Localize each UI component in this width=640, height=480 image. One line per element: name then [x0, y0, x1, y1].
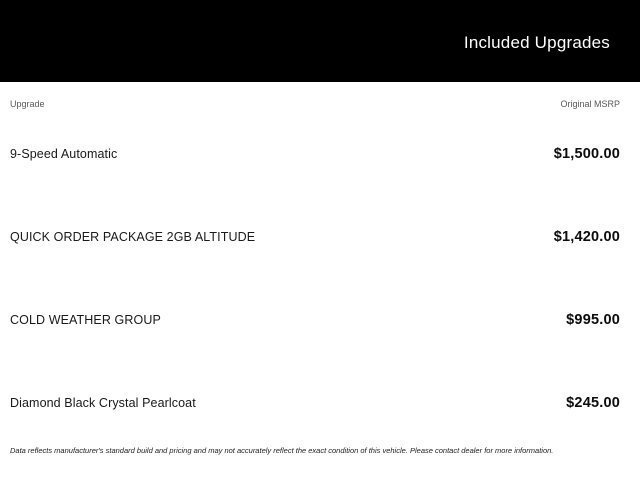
upgrade-name: Diamond Black Crystal Pearlcoat: [10, 395, 196, 410]
upgrade-price: $245.00: [566, 394, 620, 411]
column-header-upgrade: Upgrade: [10, 99, 45, 109]
upgrade-name: COLD WEATHER GROUP: [10, 312, 161, 327]
header-band: [0, 0, 640, 82]
disclaimer-text: Data reflects manufacturer's standard build and pricing and may not accurately reflect the exact condition of this vehicle. Please contact dealer for more information.: [10, 446, 554, 455]
table-row: [0, 361, 640, 444]
upgrades-table: [0, 112, 640, 444]
upgrade-price: $1,420.00: [553, 228, 620, 245]
upgrade-price: $1,500.00: [553, 145, 620, 162]
table-row: [0, 195, 640, 278]
upgrade-name: QUICK ORDER PACKAGE 2GB ALTITUDE: [10, 229, 256, 244]
table-row: [0, 278, 640, 361]
upgrade-name: 9-Speed Automatic: [10, 146, 118, 161]
upgrade-price: $995.00: [566, 311, 620, 328]
table-row: [0, 112, 640, 195]
page-title: Included Upgrades: [463, 32, 610, 52]
column-header-msrp: Original MSRP: [560, 99, 620, 109]
table-column-headers: [0, 99, 640, 109]
